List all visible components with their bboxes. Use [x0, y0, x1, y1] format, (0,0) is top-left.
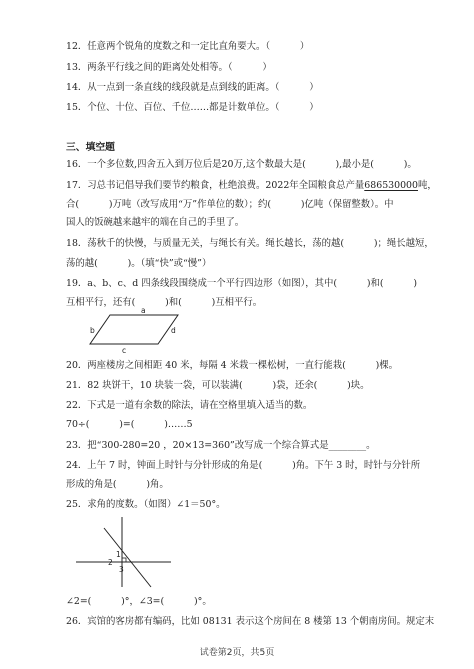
question-24-line-1: 24．上午 7 时，钟面上时针与分针形成的角是( )角。下午 3 时，时针与分针所	[66, 460, 421, 471]
question-16: 16．一个多位数,四舍五入到万位后是20万,这个数最大是( ),最小是( )。	[66, 159, 417, 170]
question-25-answer: ∠2=( )°，∠3=( )°。	[66, 596, 212, 607]
question-21: 21．82 块饼干，10 块装一袋，可以装满( )袋，还余( )块。	[66, 380, 370, 391]
label-d: d	[171, 326, 176, 335]
section-title-fill-blank: 三、填空题	[66, 142, 115, 153]
label-b: b	[90, 326, 95, 335]
question-18-line-1: 18．荡秋千的快慢，与质量无关，与绳长有关。绳长越长，荡的越( )；绳长越短，	[66, 238, 434, 249]
question-24-line-2: 形成的角是( )角。	[66, 479, 169, 490]
parallelogram-shape	[90, 315, 178, 344]
question-17-text-a: 17．习总书记倡导我们要节约粮食，杜绝浪费。2022年全国粮食总产量	[66, 180, 365, 191]
question-19-line-1: 19．a、b、c、d 四条线段围绕成一个平行四边形（如图），其中( )和( )	[66, 278, 418, 289]
question-22-line-2: 70÷( )=( )……5	[66, 419, 193, 430]
question-17-line-2: 合( )万吨（改写成用“万”作单位的数）；约( )亿吨（保留整数）。中	[66, 199, 394, 210]
question-22-line-1: 22．下式是一道有余数的除法，请在空格里填入适当的数。	[66, 400, 313, 411]
question-17-line-3: 国人的饭碗越来越牢的端在自己的手里了。	[66, 217, 245, 228]
question-13: 13．两条平行线之间的距离处处相等。（ ）	[66, 62, 272, 73]
question-19-line-2: 互相平行，还有( )和( )互相平行。	[66, 297, 263, 308]
angle-label-3: 3	[119, 565, 124, 574]
angle-label-2: 2	[108, 558, 113, 567]
question-26: 26．宾馆的客房都有编码，比如 08131 表示这个房间在 8 楼第 13 个朝南房间。规定末	[66, 616, 435, 627]
parallelogram-figure	[80, 308, 190, 354]
page-footer: 试卷第2页，共5页	[199, 648, 275, 658]
angle-figure	[66, 515, 176, 590]
question-12: 12．任意两个锐角的度数之和一定比直角要大。（ ）	[66, 41, 310, 52]
angle-label-1: 1	[116, 550, 121, 559]
question-18-line-2: 荡的越( )。（填“快”或“慢”）	[66, 258, 212, 269]
question-17-text-b: 吨，	[417, 180, 437, 191]
label-c: c	[122, 346, 127, 354]
question-14: 14．从一点到一条直线的线段就是点到线的距离。（ ）	[66, 82, 319, 93]
right-angle-mark	[122, 558, 126, 562]
question-25-line-1: 25．求角的度数。（如图）∠1＝50°。	[66, 499, 226, 510]
question-23: 23．把“300-280=20 ，20×13=360”改写成一个综合算式是________。	[66, 440, 376, 451]
grain-output-number: 686530000	[364, 180, 418, 191]
question-17-line-1	[66, 180, 437, 192]
question-15: 15．个位、十位、百位、千位……都是计数单位。（ ）	[66, 102, 319, 113]
question-20: 20．两座楼房之间相距 40 米，每隔 4 米栽一棵松树，一直行能栽( )棵。	[66, 360, 398, 371]
label-a: a	[141, 308, 146, 315]
